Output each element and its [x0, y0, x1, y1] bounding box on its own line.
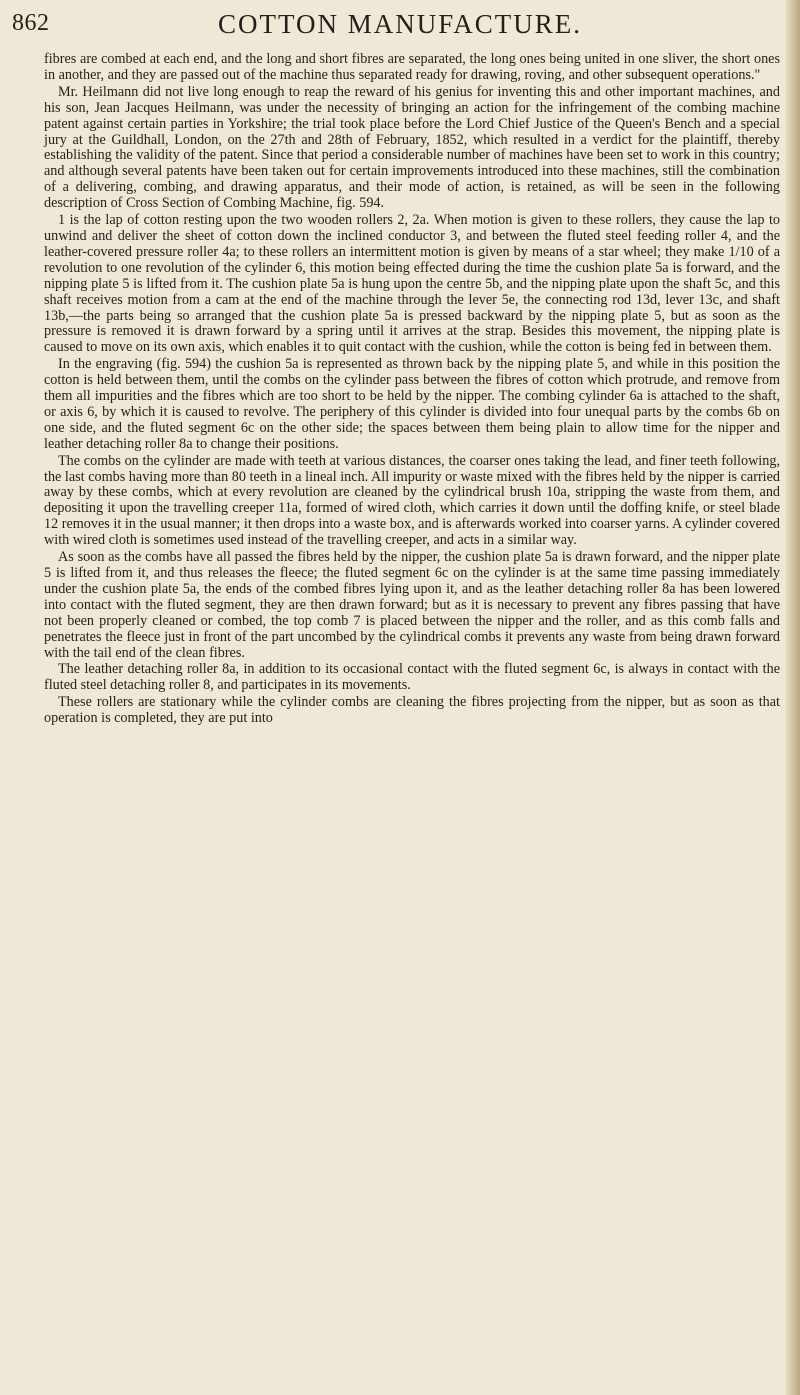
paragraph: fibres are combed at each end, and the long and short fibres are separated, the long ones being united in one sliver, the short ones in another, and they are passed out of the machine thus separated ready for drawing, roving, and other subsequent operations." [44, 51, 780, 83]
paragraph: As soon as the combs have all passed the fibres held by the nipper, the cushion plate 5a is drawn forward, and the nipper plate 5 is lifted from it, and thus releases the fleece; the fluted segment 6c on the cylinder is at the same time passing immediately under the cushion plate 5a, the ends of the combed fibres lying upon it, and as the leather detaching roller 8a has been lowered into contact with the fluted segment, they are then drawn forward; but as it is necessary to prevent any fibres passing that have not been properly cleaned or combed, the top comb 7 is placed between the nipper and the roller, and as this comb falls and penetrates the fleece just in front of the part uncombed by the cylindrical combs it prevents any waste from being drawn forward with the tail end of the clean fibres. [44, 549, 780, 661]
paragraph: The combs on the cylinder are made with teeth at various distances, the coarser ones taking the lead, and finer teeth following, the last combs having more than 80 teeth in a lineal inch. All impurity or waste mixed with the fibres held by the nipper is carried away by these combs, which at every revolution are cleaned by the cylindrical brush 10a, stripping the waste from them, and depositing it upon the travelling creeper 11a, formed of wired cloth, which carries it down until the doffing knife, or steel blade 12 removes it in the usual manner; it then drops into a waste box, and is afterwards worked into coarser yarns. A cylinder covered with wired cloth is sometimes used instead of the travelling creeper, and acts in a similar way. [44, 452, 780, 549]
running-head-title: COTTON MANUFACTURE. [217, 9, 583, 39]
page-number: 862 [12, 10, 50, 36]
paragraph: Mr. Heilmann did not live long enough to reap the reward of his genius for inventing this and other important machines, and his son, Jean Jacques Heilmann, was under the necessity of bringing an action for the infringement of the combing machine patent against certain parties in Yorkshire; the trial took place before the Lord Chief Justice of the Queen's Bench and a special jury at the Guildhall, London, on the 27th and 28th of February, 1852, which resulted in a verdict for the plaintiff, thereby establishing the validity of the patent. Since that period a considerable number of machines have been set to work in this country; and although several patents have been taken out for certain improvements introduced into these machines, still the combination of a delivering, combing, and drawing apparatus, and their mode of action, is retained, as will be seen in the following description of Cross Section of Combing Machine, fig. 594. [44, 83, 780, 212]
paragraph: 1 is the lap of cotton resting upon the two wooden rollers 2, 2a. When motion is given to these rollers, they cause the lap to unwind and deliver the sheet of cotton down the inclined conductor 3, and between the fluted steel feeding roller 4, and the leather-covered pressure roller 4a; to these rollers an intermittent motion is given by means of a star wheel; they make 1/10 of a revolution to one revolution of the cylinder 6, this motion being effected during the time the cushion plate 5a is forward, and the nipping plate 5 is lifted from it. The cushion plate 5a is hung upon the centre 5b, and the nipping plate upon the shaft 5c, and this shaft receives motion from a cam at the end of the machine through the lever 5e, the connecting rod 13d, lever 13c, and shaft 13b,—the parts being so arranged that the cushion plate 5a is pressed backward by the nipping plate 5, but as soon as the pressure is removed it is drawn forward by a spring until it arrives at the strap. Besides this movement, the nipping plate is caused to move on its own axis, which enables it to quit contact with the cushion, while the cotton is being fed in between them. [44, 212, 780, 356]
body-text [44, 52, 780, 728]
paragraph: The leather detaching roller 8a, in addition to its occasional contact with the fluted segment 6c, is always in contact with the fluted steel detaching roller 8, and participates in its movements. [44, 661, 780, 694]
page-spine-edge [786, 0, 800, 1395]
paragraph: These rollers are stationary while the cylinder combs are cleaning the fibres projecting from the nipper, but as soon as that operation is completed, they are put into [44, 694, 780, 727]
paragraph: In the engraving (fig. 594) the cushion 5a is represented as thrown back by the nipping plate 5, and while in this position the cotton is held between them, until the combs on the cylinder pass between the fibres of cotton which protrude, and remove from them all impurities and the fibres which are too short to be held by the nipper. The combing cylinder 6a is attached to the shaft, or axis 6, by which it is caused to revolve. The periphery of this cylinder is divided into four unequal parts by the combs 6b on one side, and the fluted segment 6c on the other side; the spaces between them being plain to allow time for the nipper and leather detaching roller 8a to change their positions. [44, 356, 780, 452]
